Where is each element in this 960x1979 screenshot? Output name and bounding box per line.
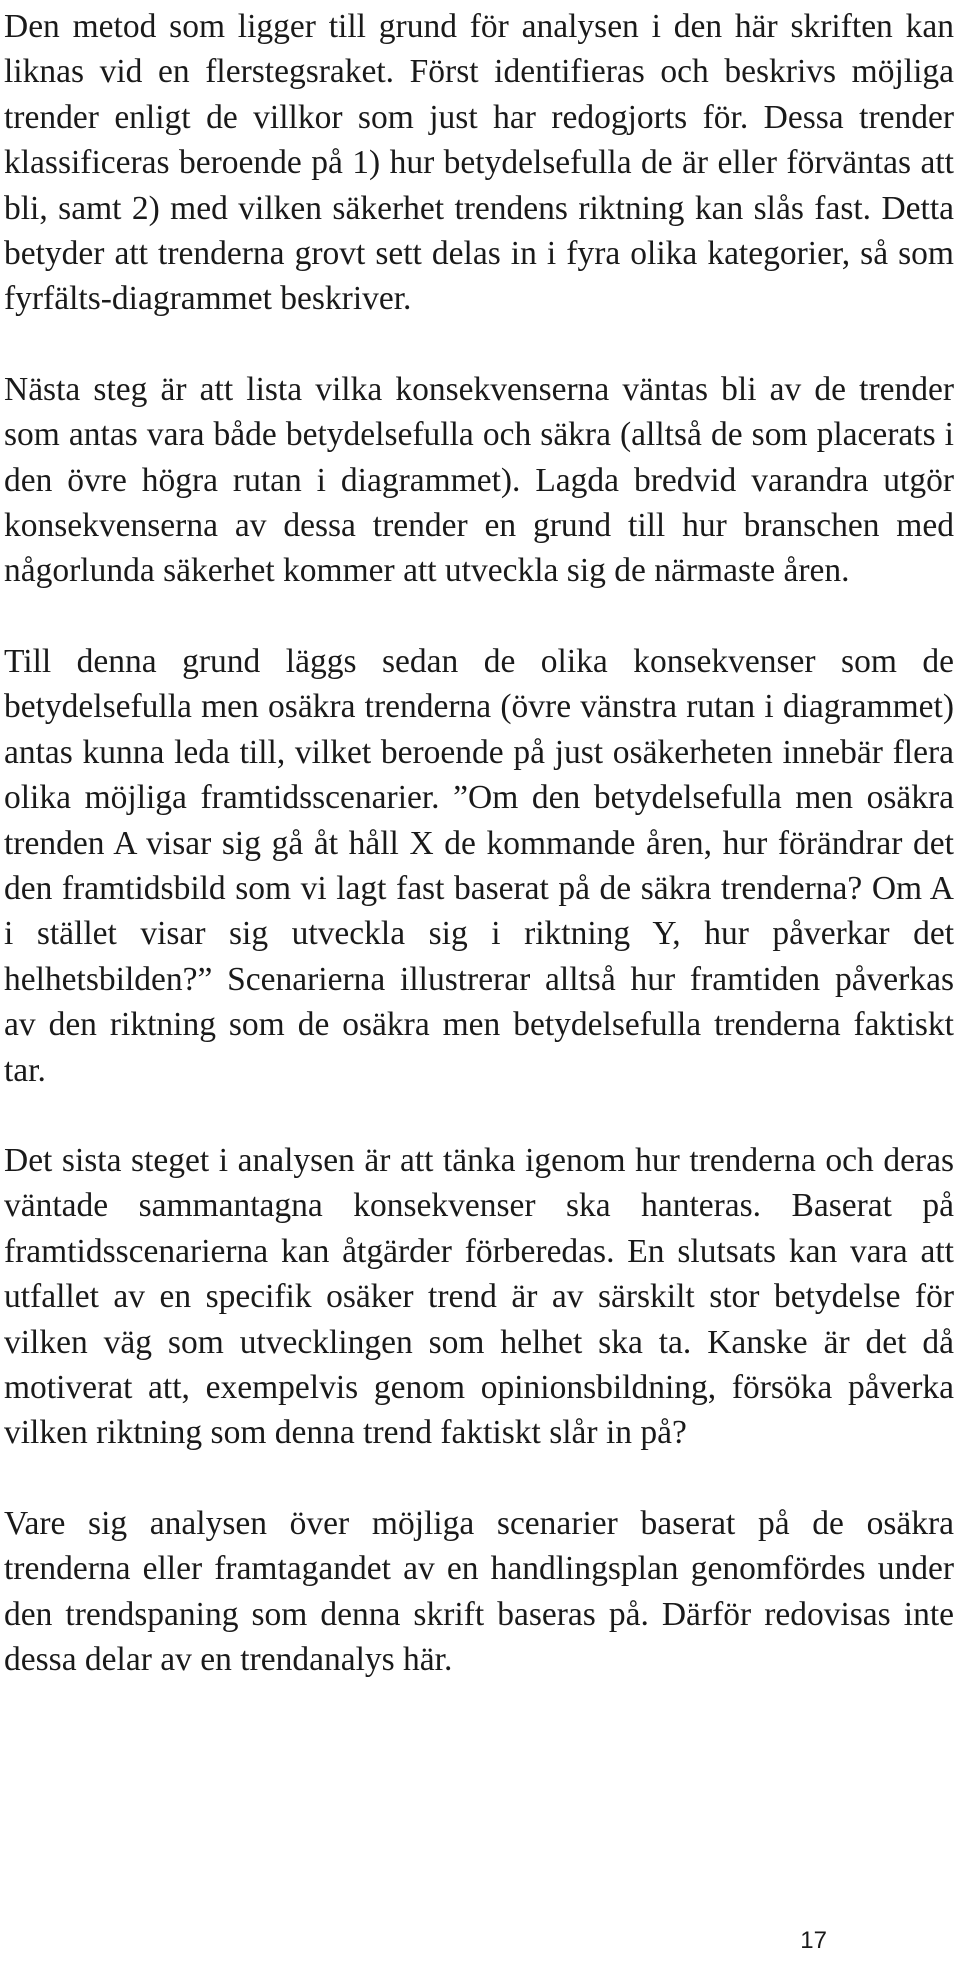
body-text [4,4,954,1682]
paragraph-scenarios: Till denna grund läggs sedan de olika konsekvenser som de betydelsefulla men osäkra trenderna (övre vänstra rutan i diagrammet) antas kunna leda till, vilket beroende på just osäkerheten innebär flera olika möjliga framtidsscenarier. ”Om den betydelsefulla men osäkra trenden A visar sig gå åt håll X de kommande åren, hur förändrar det den framtidsbild som vi lagt fast baserat på de säkra trenderna? Om A i stället visar sig utveckla sig i riktning Y, hur påverkar det helhetsbilden?” Scenarierna illustrerar alltså hur framtiden påverkas av den riktning som de osäkra men betydelsefulla trenderna faktiskt tar. [4,642,954,1089]
paragraph-final-step: Det sista steget i analysen är att tänka igenom hur trenderna och deras väntade sammantagna konsekvenser ska hanteras. Baserat på framtidsscenarierna kan åtgärder förberedas. En slutsats kan vara att utfallet av en specifik osäker trend är av särskilt stor betydelse för vilken väg som utvecklingen som helhet ska ta. Kanske är det då motiverat att, exempelvis genom opinionsbildning, försöka påverka vilken riktning som denna trend faktiskt slår in på? [4,1141,954,1452]
paragraph-method-intro: Den metod som ligger till grund för analysen i den här skriften kan liknas vid en flerstegsraket. Först identifieras och beskrivs möjliga trender enligt de villkor som just har redogjorts för. Dessa trender klassificeras beroende på 1) hur betydelsefulla de är eller förväntas att bli, samt 2) med vilken säkerhet trendens riktning kan slås fast. Detta betyder att trenderna grovt sett delas in i fyra olika kategorier, så som fyrfälts-diagrammet beskriver. [4,8,954,318]
paragraph-consequences: Nästa steg är att lista vilka konsekvenserna väntas bli av de trender som antas vara både betydelsefulla och säkra (alltså de som placerats i den övre högra rutan i diagrammet). Lagda bredvid varandra utgör konsekvenserna av dessa trender en grund till hur branschen med någorlunda säkerhet kommer att utveckla sig de närmaste åren. [4,370,954,590]
paragraph-conclusion: Vare sig analysen över möjliga scenarier baserat på de osäkra trenderna eller framtagandet av en handlingsplan genomfördes under den trendspaning som denna skrift baseras på. Därför redovisas inte dessa delar av en trendanalys här. [4,1504,954,1678]
page-number: 17 [800,1927,827,1954]
